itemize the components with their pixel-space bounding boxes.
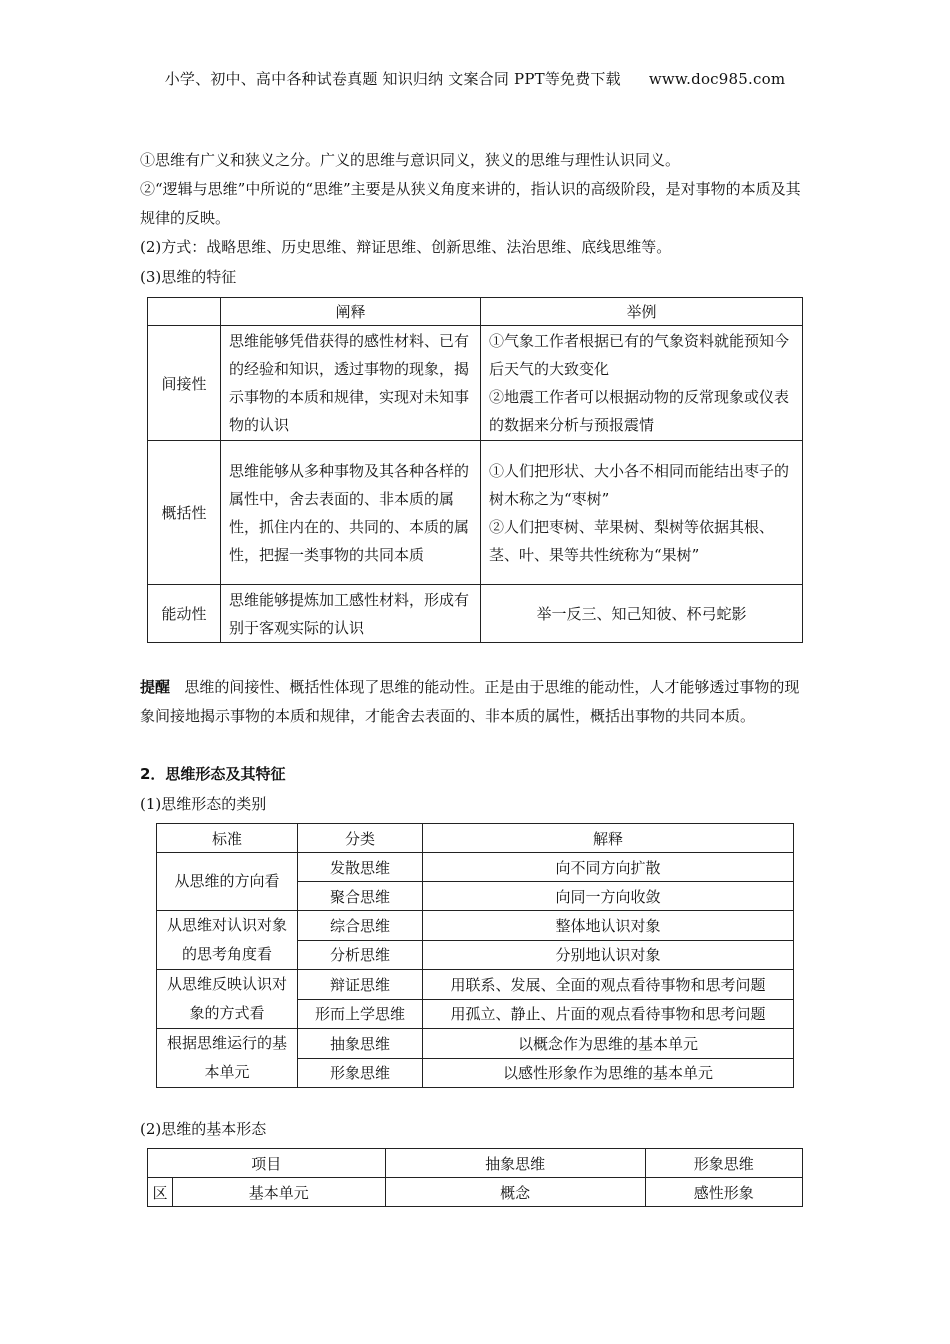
t2-standard: 根据思维运行的基本单元 [157,1029,298,1088]
t1-row-explain: 思维能够凭借获得的感性材料、已有的经验和知识，透过事物的现象，揭示事物的本质和规律，实现对未知事物的认识 [221,326,481,441]
t2-category: 聚合思维 [298,882,423,911]
table-row [157,1029,794,1059]
table-row [157,911,794,941]
section2-sub2: (2)思维的基本形态 [140,1120,267,1138]
t2-explain: 向同一方向收敛 [423,882,794,911]
t1-row-explain: 思维能够提炼加工感性材料，形成有别于客观实际的认识 [221,585,481,643]
t1-header-explain: 阐释 [221,298,481,326]
t2-explain: 分别地认识对象 [423,940,794,970]
t2-category: 辩证思维 [298,970,423,1000]
t3-image: 感性形象 [645,1178,802,1207]
header-text: 小学、初中、高中各种试卷真题 知识归纳 文案合同 PPT等免费下载 [164,70,621,88]
page-header [0,68,950,89]
table-row [157,970,794,1000]
tip-label: 提醒 [140,678,171,696]
t2-category: 形而上学思维 [298,999,423,1029]
t1-row [148,585,803,643]
t2-explain: 以概念作为思维的基本单元 [423,1029,794,1059]
t3-header-abstract: 抽象思维 [385,1149,645,1178]
t2-header-explain: 解释 [423,824,794,853]
t2-standard: 从思维的方向看 [157,853,298,911]
t2-explain: 用孤立、静止、片面的观点看待事物和思考问题 [423,999,794,1029]
t2-standard: 从思维反映认识对象的方式看 [157,970,298,1029]
t2-category: 抽象思维 [298,1029,423,1059]
intro-line-2: ②“逻辑与思维”中所说的“思维”主要是从狭义角度来讲的，指认识的高级阶段，是对事物的本质及其规律的反映。 [140,180,801,227]
t2-explain: 向不同方向扩散 [423,853,794,882]
t2-category: 综合思维 [298,911,423,941]
t1-row [148,441,803,585]
t1-row-name: 间接性 [148,326,221,441]
t1-header-example: 举例 [481,298,803,326]
t3-label: 基本单元 [173,1178,386,1207]
intro-line-1: ①思维有广义和狭义之分。广义的思维与意识同义，狭义的思维与理性认识同义。 [140,151,681,169]
t2-explain: 整体地认识对象 [423,911,794,941]
t1-row-explain: 思维能够从多种事物及其各种各样的属性中，舍去表面的、非本质的属性，抓住内在的、共同的、本质的属性，把握一类事物的共同本质 [221,441,481,585]
intro-line-3: (2)方式：战略思维、历史思维、辩证思维、创新思维、法治思维、底线思维等。 [140,238,672,256]
t1-row-name: 概括性 [148,441,221,585]
categories-table [156,823,794,1088]
t3-header-item: 项目 [148,1149,386,1178]
section2-title: 2．思维形态及其特征 [140,765,286,783]
section2-sub1: (1)思维形态的类别 [140,795,267,813]
table-row [148,1178,803,1207]
intro-line-4: (3)思维的特征 [140,268,237,286]
t1-row-example: ①人们把形状、大小各不相同而能结出枣子的树木称之为“枣树” ②人们把枣树、苹果树、梨树等依据其根、茎、叶、果等共性统称为“果树” [481,441,803,585]
t3-header-image: 形象思维 [645,1149,802,1178]
basic-forms-table [147,1148,803,1207]
tip-paragraph [140,673,810,731]
t1-row-name: 能动性 [148,585,221,643]
t2-category: 发散思维 [298,853,423,882]
t2-category: 分析思维 [298,940,423,970]
t2-standard: 从思维对认识对象的思考角度看 [157,911,298,970]
t3-abstract: 概念 [385,1178,645,1207]
t1-row [148,326,803,441]
t2-explain: 用联系、发展、全面的观点看待事物和思考问题 [423,970,794,1000]
t1-row-example: 举一反三、知己知彼、杯弓蛇影 [481,585,803,643]
table-row [157,853,794,882]
header-url[interactable]: www.doc985.com [648,70,786,88]
t1-header-blank [148,298,221,326]
t2-explain: 以感性形象作为思维的基本单元 [423,1058,794,1088]
t2-header-standard: 标准 [157,824,298,853]
t2-category: 形象思维 [298,1058,423,1088]
tip-text: 思维的间接性、概括性体现了思维的能动性。正是由于思维的能动性，人才能够透过事物的现象间接地揭示事物的本质和规律，才能舍去表面的、非本质的属性，概括出事物的共同本质。 [140,678,800,725]
t2-header-category: 分类 [298,824,423,853]
features-table [147,297,803,643]
t1-row-example: ①气象工作者根据已有的气象资料就能预知今后天气的大致变化 ②地震工作者可以根据动物的反常现象或仪表的数据来分析与预报震情 [481,326,803,441]
t3-prefix: 区 [148,1178,173,1207]
